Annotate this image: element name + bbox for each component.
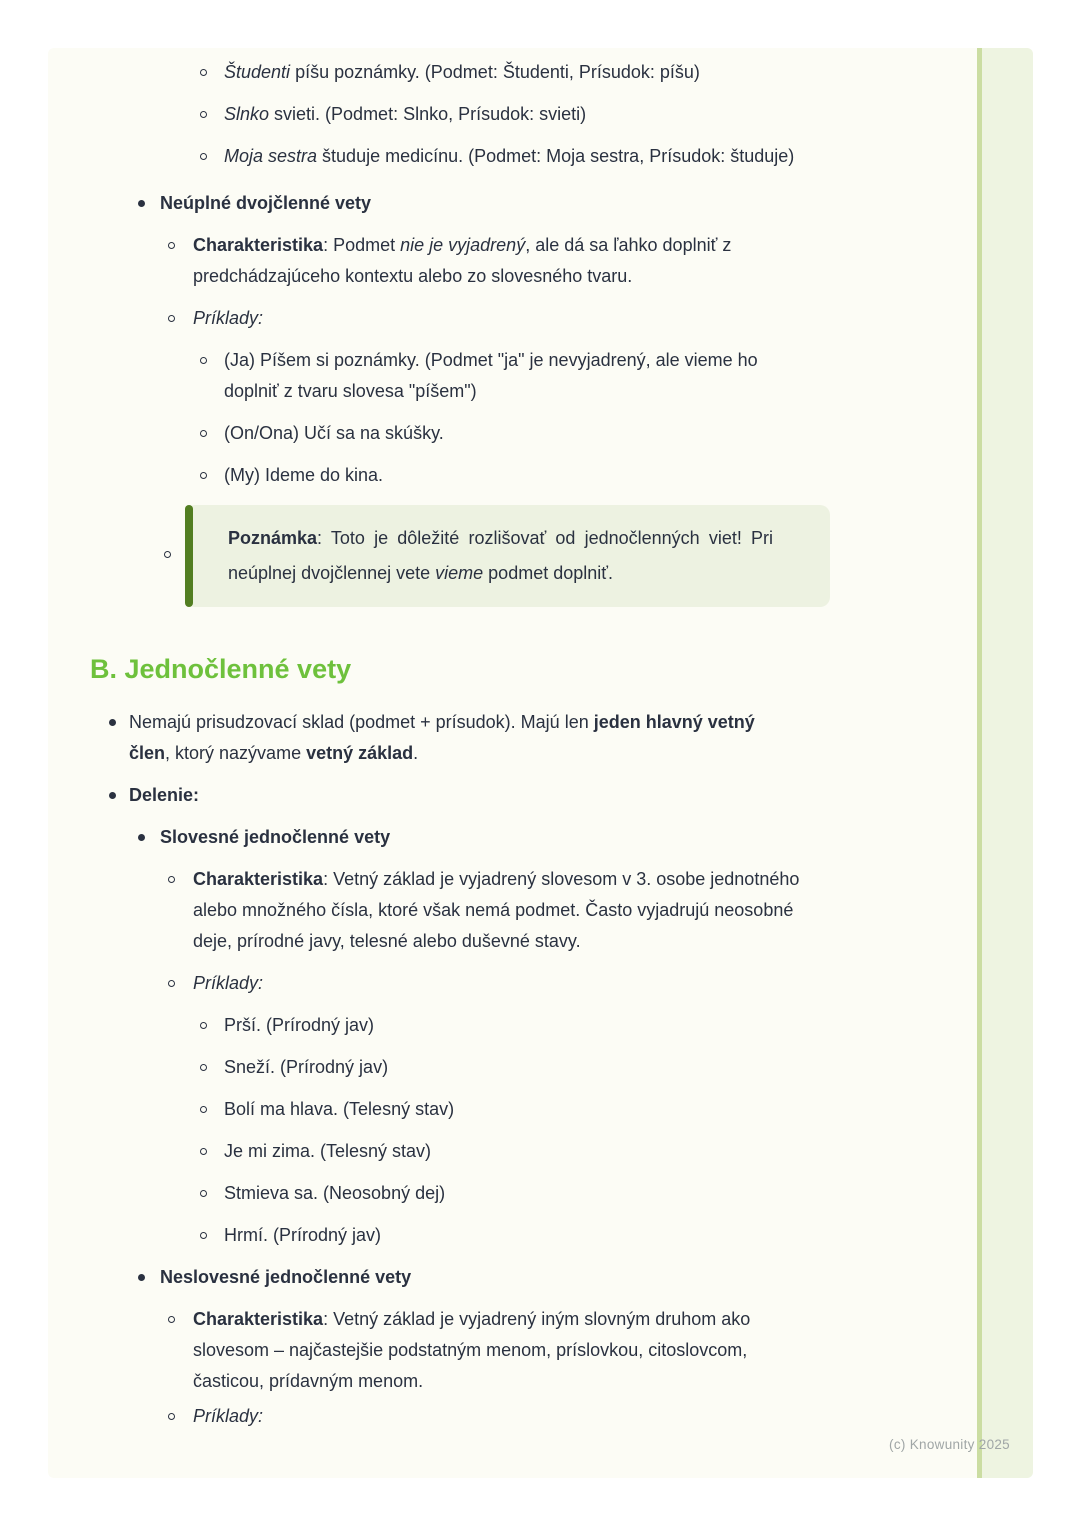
- list-item: [90, 141, 799, 172]
- text-fragment: píšu poznámky. (Podmet: Študenti, Prísudok: píšu): [290, 62, 700, 82]
- text-fragment: jeden hlavný vetný člen: [129, 712, 755, 763]
- list-item: (On/Ona) Učí sa na skúšky.: [90, 418, 799, 449]
- list-item: (Ja) Píšem si poznámky. (Podmet "ja" je nevyjadrený, ale vieme ho doplniť z tvaru slovesa "píšem"): [90, 345, 799, 407]
- text-fragment: Charakteristika: [193, 235, 324, 255]
- note-list-item: [185, 505, 830, 607]
- green-stripe: [977, 48, 1033, 1478]
- text-fragment: študuje medicínu. (Podmet: Moja sestra, Prísudok: študuje): [317, 146, 795, 166]
- text-fragment: nie je vyjadrený: [400, 235, 526, 255]
- list-item: Bolí ma hlava. (Telesný stav): [90, 1094, 799, 1125]
- text-fragment: : Vetný základ je vyjadrený slovesom v 3. osobe jednotného alebo množného čísla, ktoré však nemá podmet. Často vyjadrujú neosobné deje, prírodné javy, telesné alebo duševné stavy.: [193, 869, 800, 951]
- list-item: Sneží. (Prírodný jav): [90, 1052, 799, 1083]
- note-text: [228, 521, 773, 591]
- text-fragment: podmet doplniť.: [483, 563, 614, 583]
- list-item-label: Príklady:: [90, 1401, 813, 1432]
- list-item: Je mi zima. (Telesný stav): [90, 1136, 799, 1167]
- text-fragment: Slnko: [224, 104, 270, 124]
- list-item-title: Slovesné jednočlenné vety: [90, 822, 810, 853]
- list-item: [90, 99, 799, 130]
- text-fragment: Poznámka: [228, 528, 318, 548]
- list-item: [90, 864, 813, 957]
- list-item: [90, 57, 799, 88]
- text-fragment: Študenti: [224, 62, 291, 82]
- text-fragment: Charakteristika: [193, 1309, 324, 1329]
- text-fragment: .: [413, 743, 419, 763]
- text-fragment: : Toto je dôležité rozlišovať od jednočlenných viet! Pri neúplnej dvojčlennej vete: [228, 528, 773, 583]
- text-fragment: vieme: [435, 563, 484, 583]
- bullet-icon: [164, 551, 171, 558]
- list-item: Prší. (Prírodný jav): [90, 1010, 799, 1041]
- list-item: [90, 707, 789, 769]
- list-item-label: Príklady:: [90, 303, 813, 334]
- text-fragment: svieti. (Podmet: Slnko, Prísudok: svieti): [269, 104, 587, 124]
- list-item: Stmieva sa. (Neosobný dej): [90, 1178, 799, 1209]
- text-fragment: , ale dá sa ľahko doplniť z predchádzajúceho kontextu alebo zo slovesného tvaru.: [193, 235, 732, 286]
- note-accent-bar: [185, 505, 193, 607]
- document-content: [90, 48, 830, 1443]
- text-fragment: Nemajú prisudzovací sklad (podmet + prísudok). Majú len: [129, 712, 594, 732]
- note-box: [185, 505, 830, 607]
- text-fragment: : Vetný základ je vyjadrený iným slovným druhom ako slovesom – najčastejšie podstatným menom, príslovkou, citoslovcom, časticou, prídavným menom.: [193, 1309, 751, 1391]
- list-item-label: Príklady:: [90, 968, 813, 999]
- list-item: (My) Ideme do kina.: [90, 460, 799, 491]
- text-fragment: : Podmet: [323, 235, 401, 255]
- watermark: (c) Knowunity 2025: [889, 1437, 1010, 1452]
- list-item-label: Delenie:: [90, 780, 789, 811]
- section-heading: B. Jednočlenné vety: [90, 654, 352, 684]
- page-card: [48, 48, 1033, 1478]
- list-item-title: Neslovesné jednočlenné vety: [90, 1262, 810, 1293]
- list-item-title: Neúplné dvojčlenné vety: [90, 188, 810, 219]
- list-item: [90, 230, 813, 292]
- list-item: [90, 1304, 793, 1397]
- text-fragment: vetný základ: [306, 743, 414, 763]
- text-fragment: , ktorý nazývame: [165, 743, 307, 763]
- list-item: Hrmí. (Prírodný jav): [90, 1220, 799, 1251]
- text-fragment: Moja sestra: [224, 146, 318, 166]
- text-fragment: Charakteristika: [193, 869, 324, 889]
